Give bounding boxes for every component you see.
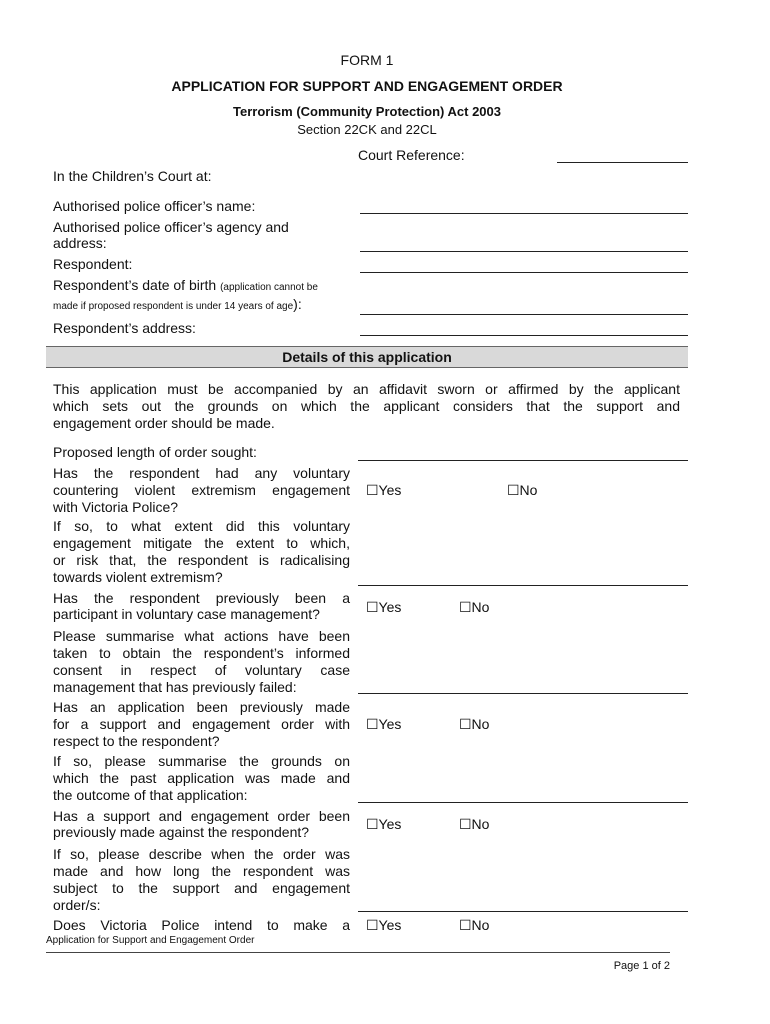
court-reference-field[interactable] bbox=[557, 162, 688, 163]
q5-line-1: Does Victoria Police intend to make a bbox=[53, 917, 350, 933]
q3-line-1: Has an application been previously made bbox=[53, 699, 350, 715]
q4-followup-field[interactable] bbox=[358, 911, 688, 912]
footer-doc-name: Application for Support and Engagement Order bbox=[46, 935, 255, 946]
q1-followup-4: towards violent extremism? bbox=[53, 569, 223, 585]
q3-yes-checkbox[interactable]: ☐Yes bbox=[366, 716, 402, 732]
officer-agency-label: Authorised police officer’s agency and bbox=[53, 219, 289, 235]
q4-yes-checkbox[interactable]: ☐Yes bbox=[366, 816, 402, 832]
q3-followup-3: the outcome of that application: bbox=[53, 787, 248, 803]
court-reference-label: Court Reference: bbox=[358, 147, 465, 163]
q3-no-checkbox[interactable]: ☐No bbox=[459, 716, 490, 732]
form-label: FORM 1 bbox=[340, 52, 394, 68]
q3-followup-field[interactable] bbox=[358, 802, 688, 803]
officer-agency-label-cont: address: bbox=[53, 235, 107, 251]
q5-yes-checkbox[interactable]: ☐Yes bbox=[366, 917, 402, 933]
officer-name-field[interactable] bbox=[360, 213, 688, 214]
dob-note: (application cannot be bbox=[220, 282, 318, 293]
q1-no-checkbox[interactable]: ☐No bbox=[507, 482, 538, 498]
act-title: Terrorism (Community Protection) Act 2003 bbox=[233, 104, 501, 119]
officer-agency-field[interactable] bbox=[360, 251, 688, 252]
intro-line-2: which sets out the grounds on which the applicant considers that the support and bbox=[53, 398, 680, 414]
dob-close: ): bbox=[293, 296, 302, 312]
section-heading: Details of this application bbox=[282, 349, 452, 365]
dob-field[interactable] bbox=[360, 314, 688, 315]
q4-line-1: Has a support and engagement order been bbox=[53, 808, 350, 824]
q3-line-3: respect to the respondent? bbox=[53, 733, 220, 749]
section-heading-bar bbox=[46, 346, 688, 368]
q2-line-2: participant in voluntary case management? bbox=[53, 606, 320, 622]
respondent-field[interactable] bbox=[360, 272, 688, 273]
q3-line-2: for a support and engagement order with bbox=[53, 716, 350, 732]
q4-no-checkbox[interactable]: ☐No bbox=[459, 816, 490, 832]
officer-name-label: Authorised police officer’s name: bbox=[53, 198, 256, 214]
q3-followup-1: If so, please summarise the grounds on bbox=[53, 753, 350, 769]
dob-label-row-2 bbox=[53, 296, 302, 315]
footer-divider bbox=[46, 952, 670, 953]
dob-label: Respondent’s date of birth bbox=[53, 277, 217, 293]
page-number: Page 1 of 2 bbox=[613, 960, 670, 972]
q4-followup-4: order/s: bbox=[53, 897, 101, 913]
order-length-label: Proposed length of order sought: bbox=[53, 444, 257, 460]
q1-followup-1: If so, to what extent did this voluntary bbox=[53, 518, 350, 534]
form-title: APPLICATION FOR SUPPORT AND ENGAGEMENT ORDER bbox=[171, 78, 563, 94]
order-length-field[interactable] bbox=[358, 460, 688, 461]
q2-followup-2: taken to obtain the respondent’s informed bbox=[53, 645, 350, 661]
q2-followup-1: Please summarise what actions have been bbox=[53, 628, 350, 644]
childrens-court-label: In the Children’s Court at: bbox=[53, 168, 212, 184]
q4-followup-2: made and how long the respondent was bbox=[53, 863, 350, 879]
dob-note-cont: made if proposed respondent is under 14 years of age bbox=[53, 301, 294, 312]
respondent-label: Respondent: bbox=[53, 256, 133, 272]
respondent-address-field[interactable] bbox=[360, 335, 688, 336]
section-ref: Section 22CK and 22CL bbox=[297, 122, 437, 137]
q2-no-checkbox[interactable]: ☐No bbox=[459, 599, 490, 615]
q2-followup-3: consent in respect of voluntary case bbox=[53, 662, 350, 678]
q5-no-checkbox[interactable]: ☐No bbox=[459, 917, 490, 933]
respondent-address-label: Respondent’s address: bbox=[53, 320, 196, 336]
q1-yes-checkbox[interactable]: ☐Yes bbox=[366, 482, 402, 498]
q1-followup-field[interactable] bbox=[358, 585, 688, 586]
q1-line-1: Has the respondent had any voluntary bbox=[53, 465, 350, 481]
q4-line-2: previously made against the respondent? bbox=[53, 824, 310, 840]
intro-line-1: This application must be accompanied by an affidavit sworn or affirmed by the applicant bbox=[53, 381, 680, 397]
q2-followup-field[interactable] bbox=[358, 693, 688, 694]
q2-yes-checkbox[interactable]: ☐Yes bbox=[366, 599, 402, 615]
dob-label-row bbox=[53, 277, 318, 296]
q1-followup-3: or risk that, the respondent is radicalising bbox=[53, 552, 350, 568]
q3-followup-2: which the past application was made and bbox=[53, 770, 350, 786]
q2-line-1: Has the respondent previously been a bbox=[53, 590, 350, 606]
q1-line-3: with Victoria Police? bbox=[53, 499, 179, 515]
q1-followup-2: engagement mitigate the extent to which, bbox=[53, 535, 350, 551]
q2-followup-4: management that has previously failed: bbox=[53, 679, 297, 695]
q4-followup-1: If so, please describe when the order was bbox=[53, 846, 350, 862]
q4-followup-3: subject to the support and engagement bbox=[53, 880, 350, 896]
intro-line-3: engagement order should be made. bbox=[53, 415, 275, 431]
q1-line-2: countering violent extremism engagement bbox=[53, 482, 350, 498]
